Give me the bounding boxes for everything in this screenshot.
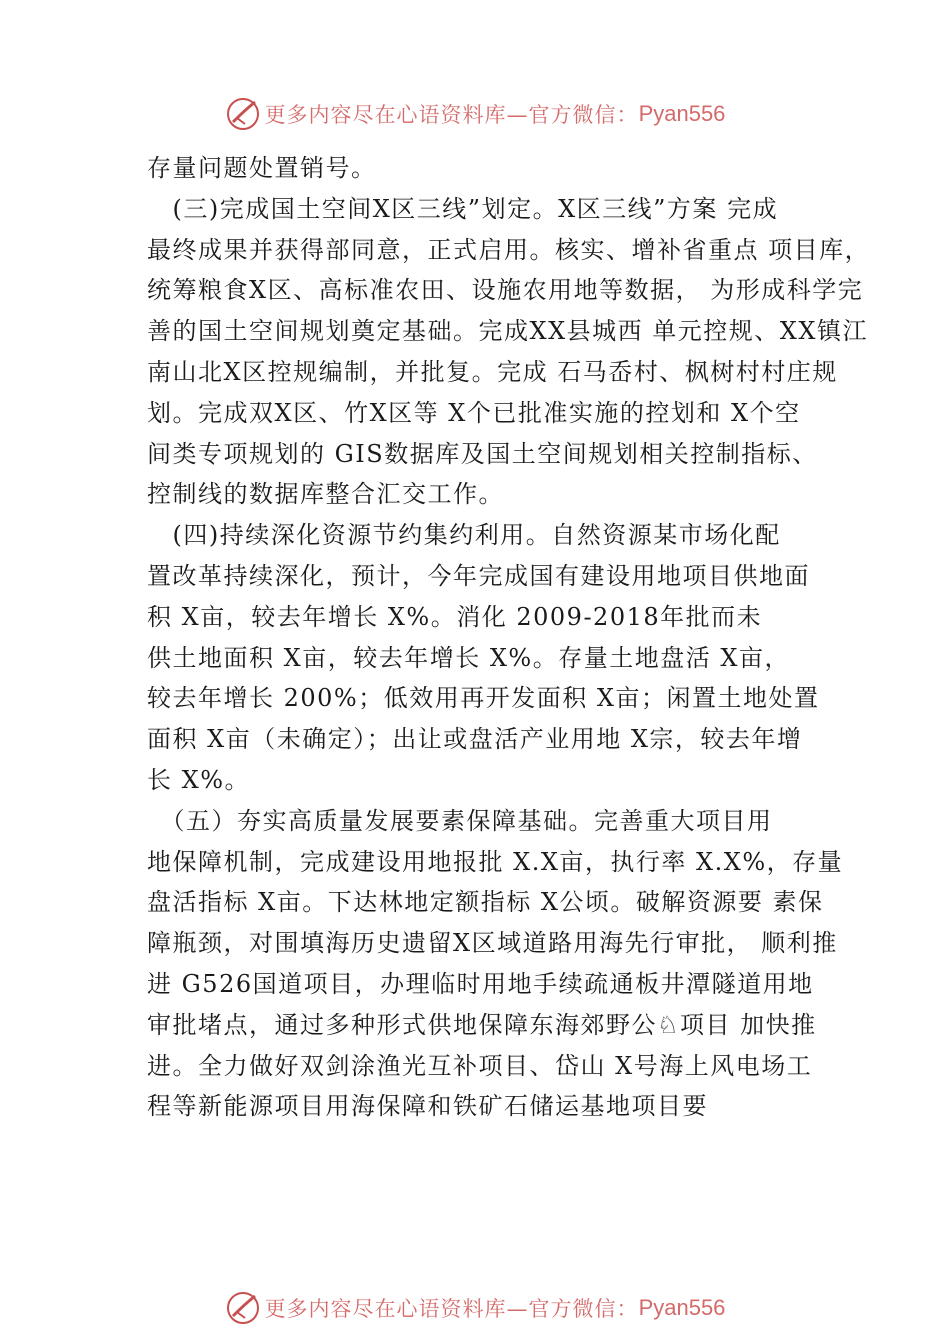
text-line: 置改革持续深化，预计，今年完成国有建设用地项目供地面	[147, 561, 810, 590]
text-line: 最终成果并获得部同意，正式启用。核实、增补省重点 项目库，	[147, 235, 871, 264]
text-line: 划。完成双X区、竹X区等 X个已批准实施的控划和 X个空	[147, 398, 801, 427]
watermark-logo-icon	[225, 1290, 261, 1326]
text-line: 控制线的数据库整合汇交工作。	[147, 480, 504, 509]
watermark-id: Pyan556	[638, 101, 726, 126]
document-body	[147, 148, 871, 1127]
text-line: 供土地面积 X亩，较去年增长 X%。存量土地盘活 X亩，	[147, 643, 790, 672]
watermark-id: Pyan556	[638, 1295, 726, 1320]
text-line: 障瓶颈，对围填海历史遗留X区域道路用海先行审批， 顺利推	[147, 929, 838, 958]
text-line: 面积 X亩（未确定）；出让或盘活产业用地 X宗，较去年增	[147, 725, 803, 754]
text-line: 程等新能源项目用海保障和铁矿石储运基地项目要	[147, 1092, 708, 1121]
text-line: 地保障机制，完成建设用地报批 X.X亩，执行率 X.X%，存量	[147, 847, 844, 876]
text-line: 盘活指标 X亩。下达林地定额指标 X公顷。破解资源要 素保	[147, 888, 824, 917]
text-line: 善的国土空间规划奠定基础。完成XX县城西 单元控规、XX镇江	[147, 317, 868, 346]
text-line: 存量问题处置销号。	[147, 154, 377, 182]
text-line: 南山北X区控规编制，并批复。完成 石马岙村、枫树村村庄规	[147, 357, 838, 386]
text-line: 审批堵点，通过多种形式供地保障东海郊野公♘项目 加快推	[147, 1010, 817, 1039]
text-line: 进 G526国道项目，办理临时用地手续疏通板井潭隧道用地	[147, 969, 814, 998]
text-line: 长 X%。	[147, 765, 251, 794]
text-line: 积 X亩，较去年增长 X%。消化 2009-2018年批而未	[147, 602, 763, 631]
watermark-logo-icon	[225, 96, 261, 132]
text-line: 进。全力做好双剑涂渔光互补项目、岱山 X号海上风电场工	[147, 1051, 813, 1080]
text-line: （五）夯实高质量发展要素保障基础。完善重大项目用	[147, 806, 773, 835]
text-line: (四)持续深化资源节约集约利用。自然资源某市场化配	[147, 521, 781, 550]
watermark-text: 更多内容尽在心语资料库—官方微信：	[264, 1297, 639, 1321]
text-line: 较去年增长 200%；低效用再开发面积 X亩；闲置土地处置	[147, 684, 820, 713]
watermark-text: 更多内容尽在心语资料库—官方微信：	[264, 103, 639, 127]
text-line: 间类专项规划的 GIS数据库及国土空间规划相关控制指标、	[147, 439, 818, 468]
header-watermark	[0, 94, 950, 134]
text-line: (三)完成国土空间X区三线”划定。X区三线”方案 完成	[147, 194, 779, 223]
footer-watermark	[0, 1288, 950, 1328]
text-line: 统筹粮食X区、高标准农田、设施农用地等数据， 为形成科学完	[147, 276, 864, 305]
